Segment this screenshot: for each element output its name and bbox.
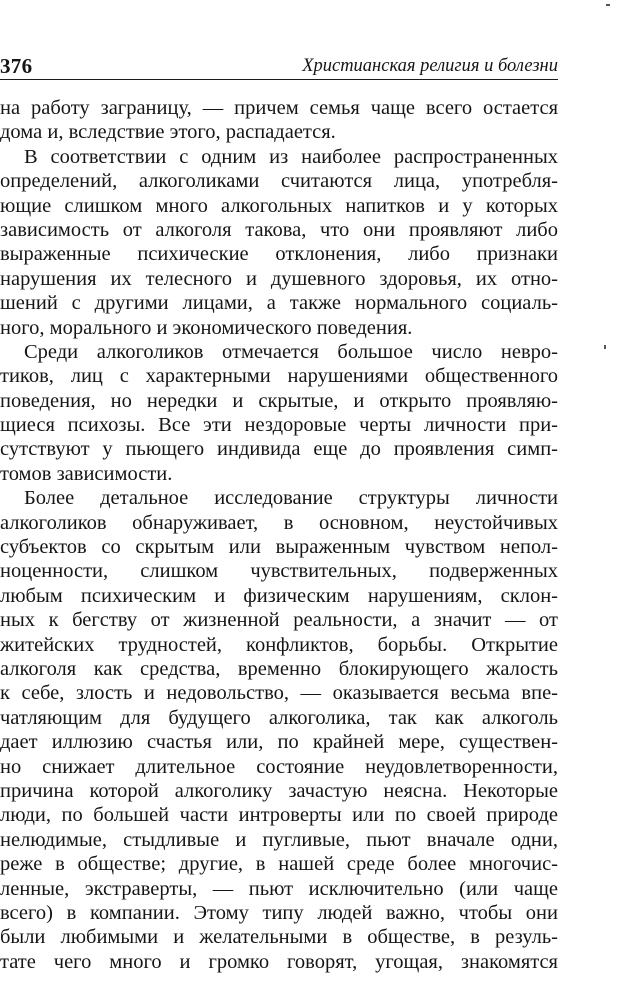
text-line: шений с другими лицами, а также нормального социаль- — [0, 292, 558, 315]
text-line: ных к бегству от жизненной реальности, а значит — от — [0, 609, 558, 632]
running-title: Христианская религия и болезни — [302, 56, 558, 76]
text-line: ющие слишком много алкогольных напитков и у которых — [0, 194, 558, 217]
text-line: реже в обществе; другие, в нашей среде более многочис- — [0, 853, 558, 876]
text-line: сутствуют у пьющего индивида еще до проявления симп- — [0, 438, 558, 461]
body-text — [0, 96, 558, 974]
text-line: определений, алкоголиками считаются лица, употребля- — [0, 170, 558, 193]
text-line: выраженные психические отклонения, либо признаки — [0, 243, 558, 266]
text-line: щиеся психозы. Все эти нездоровые черты личности при- — [0, 414, 558, 437]
text-line: чатляющим для будущего алкоголика, так как алкоголь — [0, 706, 558, 729]
text-line: Более детальное исследование структуры личности — [24, 487, 558, 510]
text-line: нарушения их телесного и душевного здоровья, их отно- — [0, 267, 558, 290]
text-line: ноценности, слишком чувствительных, подверженных — [0, 560, 558, 583]
text-line: поведения, но нередки и скрытые, и открыто проявляю- — [0, 389, 558, 412]
text-line: алкоголя как средства, временно блокирующего жалость — [0, 657, 558, 680]
text-line: тате чего много и громко говорят, угощая, знакомятся — [0, 950, 558, 973]
text-line: Среди алкоголиков отмечается большое число невро- — [24, 340, 558, 363]
header-rule — [0, 79, 558, 80]
text-line: были любимыми и желательными в обществе, в резуль- — [0, 926, 558, 949]
text-line: В соответствии с одним из наиболее распространенных — [24, 145, 558, 168]
text-line: дома и, вследствие этого, распадается. — [0, 121, 336, 144]
text-line: но снижает длительное состояние неудовлетворенности, — [0, 755, 558, 778]
text-line: нелюдимые, стыдливые и пугливые, пьют вначале одни, — [0, 828, 558, 851]
text-line: к себе, злость и недовольство, — оказывается весьма впе- — [0, 682, 558, 705]
text-line: житейских трудностей, конфликтов, борьбы. Открытие — [0, 633, 558, 656]
text-line: любым психическим и физическим нарушениям, склон- — [0, 584, 558, 607]
text-line: дает иллюзию счастья или, по крайней мере, существен- — [0, 731, 558, 754]
text-line: ного, морального и экономического поведения. — [0, 316, 413, 339]
text-line: субъектов со скрытым или выраженным чувством непол- — [0, 536, 558, 559]
text-line: причина которой алкоголику зачастую неясна. Некоторые — [0, 779, 558, 802]
page-number: 376 — [0, 54, 33, 78]
text-line: всего) в компании. Этому типу людей важно, чтобы они — [0, 901, 558, 924]
scan-speck — [606, 4, 610, 6]
text-line: тиков, лиц с характерными нарушениями общественного — [0, 365, 558, 388]
scan-speck — [604, 345, 606, 349]
text-line: люди, по большей части интроверты или по своей природе — [0, 804, 558, 827]
text-line: зависимость от алкоголя такова, что они проявляют либо — [0, 218, 558, 241]
text-line: на работу заграницу, — причем семья чаще всего остается — [0, 97, 558, 119]
text-line: алкоголиков обнаруживает, в основном, неустойчивых — [0, 511, 558, 534]
text-line: ленные, экстраверты, — пьют исключительно (или чаще — [0, 877, 558, 900]
text-line: томов зависимости. — [0, 462, 173, 485]
page-header — [0, 50, 558, 78]
